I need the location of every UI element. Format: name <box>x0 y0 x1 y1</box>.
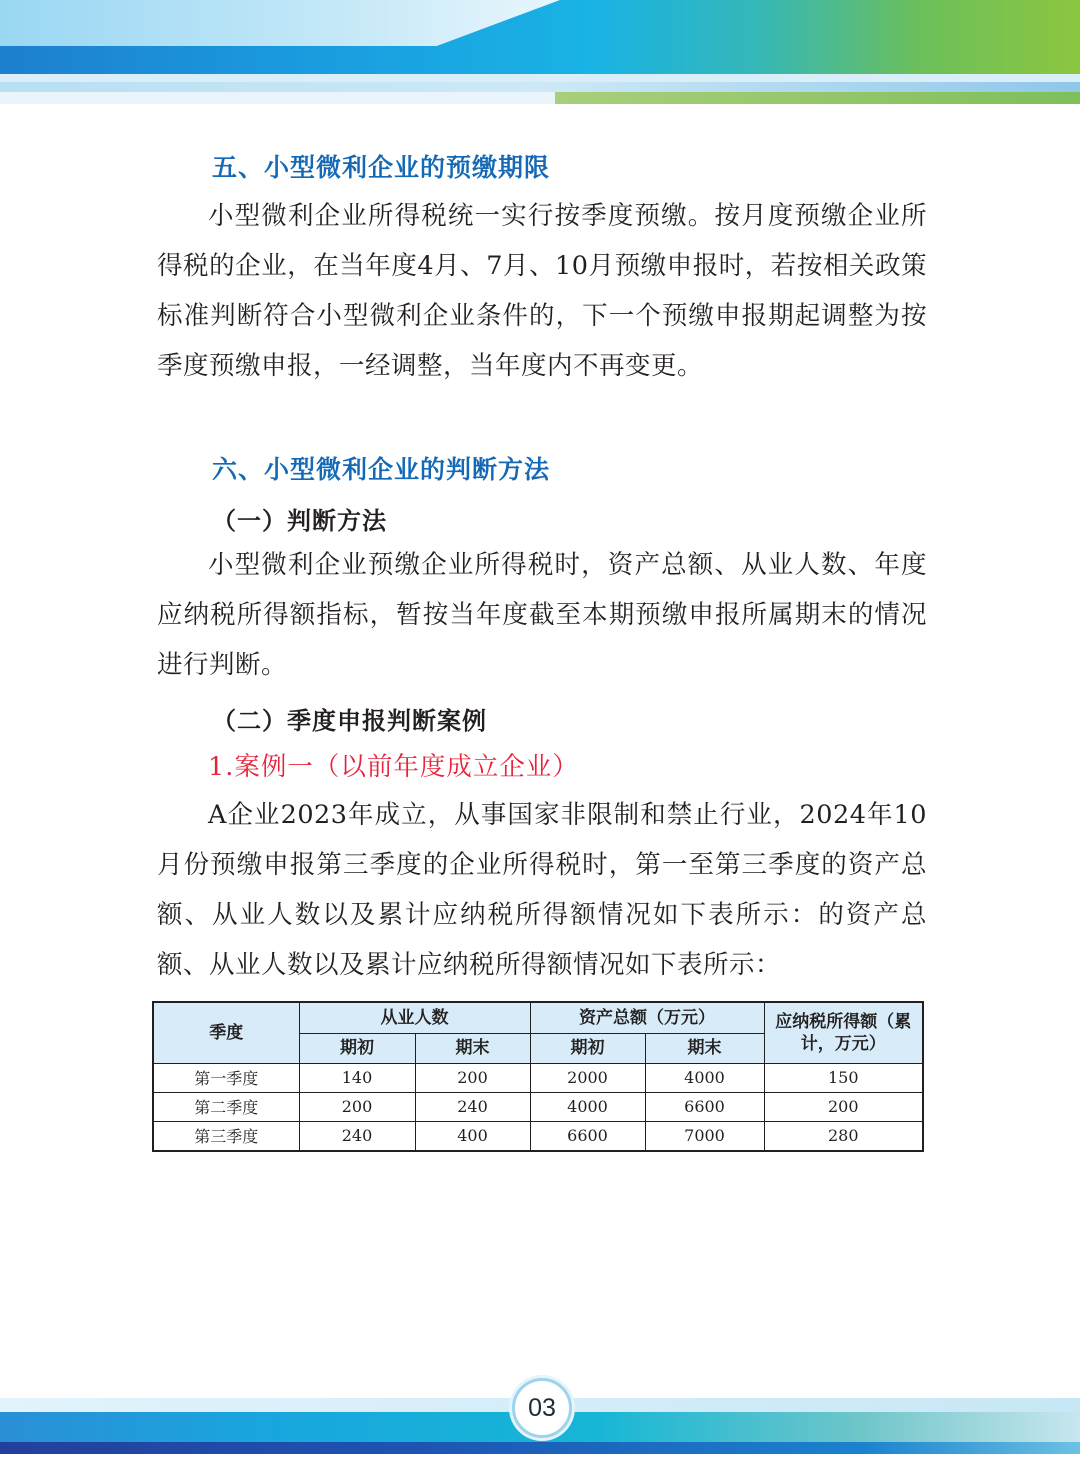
header-asset-begin: 期初 <box>530 1033 645 1063</box>
cell-emp-begin: 240 <box>299 1121 415 1151</box>
case-one-paragraph: A企业2023年成立，从事国家非限制和禁止行业，2024年10月份预缴申报第三季度的企业所得税时，第一至第三季度的资产总额、从业人数以及累计应纳税所得额情况如下表所示：的资产总额、从业人数以及累计应纳税所得额情况如下表所示： <box>157 800 927 980</box>
cell-asset-end: 4000 <box>645 1063 764 1092</box>
page-number: 03 <box>528 1393 556 1422</box>
header-banner <box>0 0 1080 105</box>
header-quarter: 季度 <box>153 1002 299 1063</box>
cell-asset-begin: 4000 <box>530 1092 645 1121</box>
subsection-one-paragraph: 小型微利企业预缴企业所得税时，资产总额、从业人数、年度应纳税所得额指标，暂按当年度截至本期预缴申报所属期末的情况进行判断。 <box>157 550 927 680</box>
case-one-heading: 1.案例一（以前年度成立企业） <box>208 752 579 782</box>
table-row <box>153 1092 923 1121</box>
subsection-one-heading: （一）判断方法 <box>212 507 387 535</box>
cell-taxable: 150 <box>764 1063 923 1092</box>
cell-taxable: 280 <box>764 1121 923 1151</box>
cell-quarter: 第二季度 <box>153 1092 299 1121</box>
header-assets: 资产总额（万元） <box>530 1002 764 1033</box>
header-employees: 从业人数 <box>299 1002 530 1033</box>
cell-asset-begin: 6600 <box>530 1121 645 1151</box>
header-stripe <box>0 92 555 104</box>
section-five-paragraph: 小型微利企业所得税统一实行按季度预缴。按月度预缴企业所得税的企业，在当年度4月、7月、10月预缴申报时，若按相关政策标准判断符合小型微利企业条件的，下一个预缴申报期起调整为按季度预缴申报，一经调整，当年度内不再变更。 <box>157 201 927 381</box>
cell-asset-begin: 2000 <box>530 1063 645 1092</box>
table-row <box>153 1121 923 1151</box>
cell-asset-end: 7000 <box>645 1121 764 1151</box>
cell-emp-begin: 200 <box>299 1092 415 1121</box>
header-stripe <box>0 74 1080 82</box>
cell-emp-end: 400 <box>415 1121 530 1151</box>
header-stripe <box>0 82 1080 92</box>
cell-quarter: 第一季度 <box>153 1063 299 1092</box>
footer-bottom-margin <box>0 1454 1080 1466</box>
cell-emp-begin: 140 <box>299 1063 415 1092</box>
cell-taxable: 200 <box>764 1092 923 1121</box>
header-emp-end: 期末 <box>415 1033 530 1063</box>
header-emp-begin: 期初 <box>299 1033 415 1063</box>
cell-asset-end: 6600 <box>645 1092 764 1121</box>
cell-quarter: 第三季度 <box>153 1121 299 1151</box>
quarterly-data-table <box>152 1001 924 1152</box>
header-taxable: 应纳税所得额（累计，万元） <box>764 1002 923 1063</box>
section-five-heading: 五、小型微利企业的预缴期限 <box>212 153 551 182</box>
cell-emp-end: 240 <box>415 1092 530 1121</box>
subsection-two-heading: （二）季度申报判断案例 <box>212 707 487 735</box>
table-row <box>153 1063 923 1092</box>
section-six-heading: 六、小型微利企业的判断方法 <box>212 455 551 484</box>
page-number-badge <box>512 1378 572 1438</box>
cell-emp-end: 200 <box>415 1063 530 1092</box>
footer-dark-stripe <box>0 1442 1080 1454</box>
header-asset-end: 期末 <box>645 1033 764 1063</box>
header-green-stripe <box>555 92 1080 104</box>
